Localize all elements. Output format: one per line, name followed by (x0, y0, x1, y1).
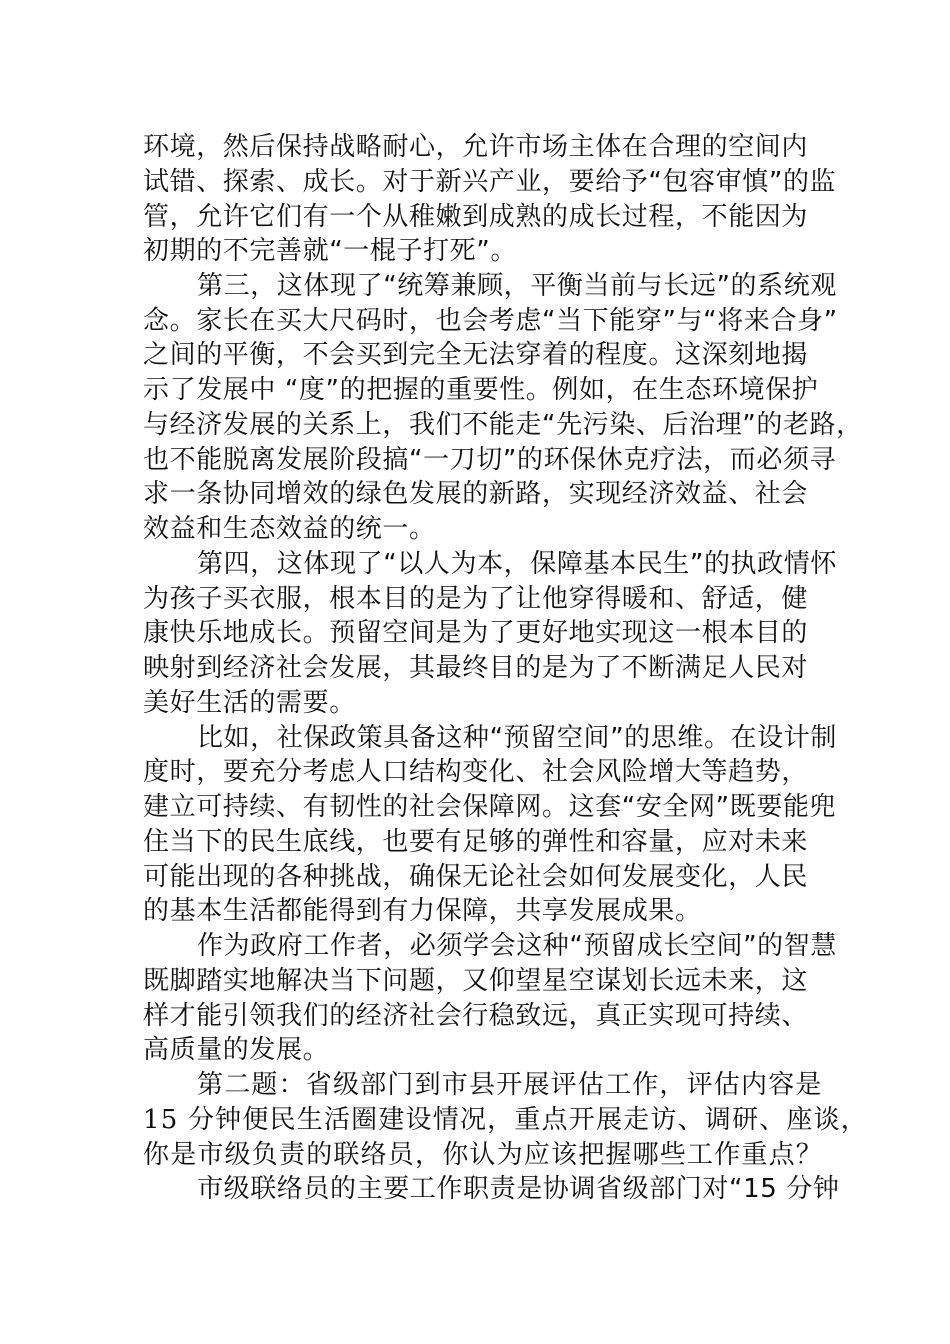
paragraph-first-line: 作为政府工作者，必须学会这种“预留成长空间”的智慧 (197, 931, 837, 961)
paragraph-line: 高质量的发展。 (143, 1035, 330, 1065)
paragraph-line: 度时，要充分考虑人口结构变化、社会风险增大等趋势， (143, 757, 809, 787)
answer-first-line: 市级联络员的主要工作职责是协调省级部门对“15 分钟 (197, 1174, 840, 1204)
paragraph-line: 之间的平衡，不会买到完全无法穿着的程度。这深刻地揭 (143, 340, 809, 370)
paragraph-line: 既脚踏实地解决当下问题，又仰望星空谋划长远未来，这 (143, 966, 809, 996)
paragraph-line: 康快乐地成长。预留空间是为了更好地实现这一根本目的 (143, 618, 809, 648)
paragraph-line: 住当下的民生底线，也要有足够的弹性和容量，应对未来 (143, 827, 809, 857)
paragraph-line: 样才能引领我们的经济社会行稳致远，真正实现可持续、 (143, 1001, 809, 1031)
paragraph-line: 求一条协同增效的绿色发展的新路，实现经济效益、社会 (143, 479, 809, 509)
paragraph-line: 美好生活的需要。 (143, 688, 356, 718)
paragraph-line: 管，允许它们有一个从稚嫩到成熟的成长过程，不能因为 (143, 202, 809, 232)
question-line: 你是市级负责的联络员，你认为应该把握哪些工作重点？ (143, 1140, 824, 1170)
paragraph-line: 示了发展中 “度”的把握的重要性。例如，在生态环境保护 (143, 375, 819, 405)
paragraph-line: 为孩子买衣服，根本目的是为了让他穿得暖和、舒适，健 (143, 584, 809, 614)
question-heading-line: 第二题：省级部门到市县开展评估工作，评估内容是 (197, 1070, 823, 1100)
paragraph-line: 试错、探索、成长。对于新兴产业，要给予“包容审慎”的监 (143, 167, 837, 197)
paragraph-first-line: 第三，这体现了“统筹兼顾，平衡当前与长远”的系统观 (197, 271, 837, 301)
paragraph-line: 初期的不完善就“一棍子打死”。 (143, 236, 517, 266)
paragraph-line: 映射到经济社会发展，其最终目的是为了不断满足人民对 (143, 653, 809, 683)
paragraph-line: 可能出现的各种挑战，确保无论社会如何发展变化，人民 (143, 862, 809, 892)
paragraph-first-line: 比如，社保政策具备这种“预留空间”的思维。在设计制 (197, 723, 837, 753)
paragraph-line: 也不能脱离发展阶段搞“一刀切”的环保休克疗法，而必须寻 (143, 445, 837, 475)
paragraph-line: 效益和生态效益的统一。 (143, 514, 436, 544)
paragraph-line: 的基本生活都能得到有力保障，共享发展成果。 (143, 896, 702, 926)
paragraph-first-line: 第四，这体现了“以人为本，保障基本民生”的执政情怀 (197, 549, 837, 579)
paragraph-line: 念。家长在买大尺码时，也会考虑“当下能穿”与“将来合身” (143, 306, 838, 336)
paragraph-line: 环境，然后保持战略耐心，允许市场主体在合理的空间内 (143, 132, 809, 162)
question-line: 15 分钟便民生活圈建设情况，重点开展走访、调研、座谈， (143, 1105, 868, 1135)
paragraph-line: 与经济发展的关系上，我们不能走“先污染、后治理”的老路， (143, 410, 863, 440)
paragraph-line: 建立可持续、有韧性的社会保障网。这套“安全网”既要能兜 (143, 792, 837, 822)
